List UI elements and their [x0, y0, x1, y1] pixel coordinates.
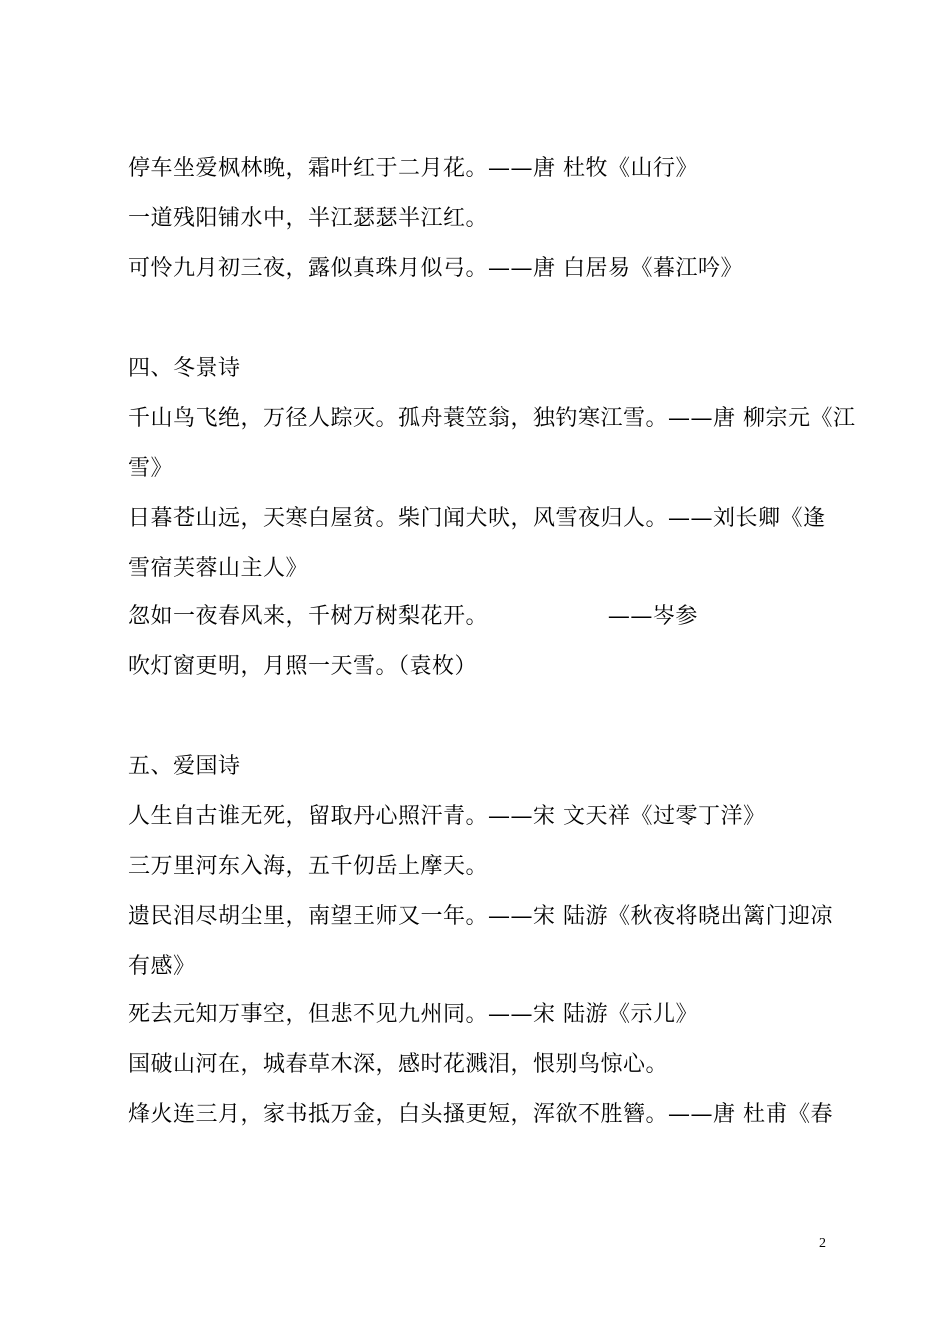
poem-line: 雪宿芙蓉山主人》 [128, 556, 309, 581]
poem-line: 可怜九月初三夜，露似真珠月似弓。——唐 白居易《暮江吟》 [128, 256, 743, 281]
poem-line: 三万里河东入海，五千仞岳上摩天。 [128, 854, 489, 879]
poem-line: 死去元知万事空，但悲不见九州同。——宋 陆游《示儿》 [128, 1002, 698, 1027]
page-number: 2 [819, 1236, 826, 1251]
section-heading-winter: 四、冬景诗 [128, 356, 241, 381]
poem-line: 千山鸟飞绝，万径人踪灭。孤舟蓑笠翁，独钓寒江雪。——唐 柳宗元《江 [128, 406, 856, 431]
poem-line: 烽火连三月，家书抵万金，白头搔更短，浑欲不胜簪。——唐 杜甫《春 [128, 1102, 833, 1127]
poem-line: 遗民泪尽胡尘里，南望王师又一年。——宋 陆游《秋夜将晓出篱门迎凉 [128, 904, 833, 929]
poem-line: 有感》 [128, 954, 196, 979]
poem-line: 国破山河在，城春草木深，感时花溅泪，恨别鸟惊心。 [128, 1052, 669, 1077]
poem-line: 雪》 [128, 456, 174, 481]
section-heading-patriotic: 五、爱国诗 [128, 754, 241, 779]
poem-line: 一道残阳铺水中，半江瑟瑟半江红。 [128, 206, 489, 231]
poem-line: 日暮苍山远，天寒白屋贫。柴门闻犬吠，风雪夜归人。——刘长卿《逢 [128, 506, 826, 531]
poem-line: 人生自古谁无死，留取丹心照汗青。——宋 文天祥《过零丁洋》 [128, 804, 766, 829]
poem-line: 停车坐爱枫林晚，霜叶红于二月花。——唐 杜牧《山行》 [128, 156, 698, 181]
poem-line: 忽如一夜春风来，千树万树梨花开。 ——岑参 [128, 604, 698, 629]
poem-line: 吹灯窗更明，月照一天雪。（袁枚） [128, 654, 478, 679]
